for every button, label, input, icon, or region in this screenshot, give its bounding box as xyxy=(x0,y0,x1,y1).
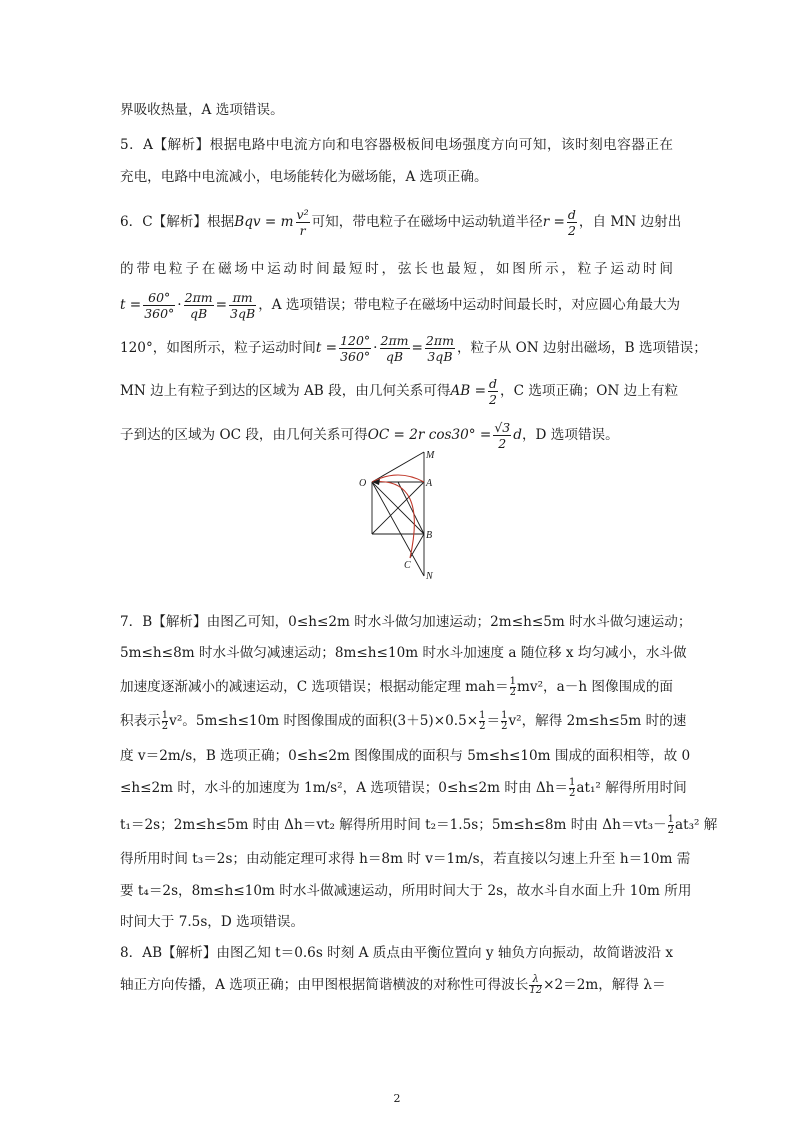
line-text: 要 t₄＝2s，8m≤h≤10m 时水斗做减速运动，所用时间大于 2s，故水斗自水面上升 10m 所用 xyxy=(120,883,692,899)
q7-line-6 xyxy=(120,778,687,799)
line-text: 时间大于 7.5s，D 选项错误。 xyxy=(120,914,305,930)
label-b: B xyxy=(426,530,433,541)
line-text: 7．B【解析】由图乙可知，0≤h≤2m 时水斗做匀加速运动；2m≤h≤5m 时水斗做匀速运动； xyxy=(120,614,692,630)
operator: · xyxy=(177,297,182,313)
line-text: mv²，a－h 图像围成的面 xyxy=(517,679,673,695)
numerator: d xyxy=(567,207,576,222)
page-number: 2 xyxy=(393,1092,401,1105)
line-text: 加速度逐渐减小的减速运动，C 选项错误；根据动能定理 mah＝ xyxy=(120,679,509,695)
line-text: at₃² 解 xyxy=(675,817,718,833)
q7-line-7 xyxy=(120,815,717,836)
line-text: 可知，带电粒子在磁场中运动轨道半径 xyxy=(311,214,543,230)
denominator: 12 xyxy=(529,985,543,996)
line-text: ≤h≤2m 时，水斗的加速度为 1m/s²，A 选项错误；0≤h≤2m 时由 Δh＝ xyxy=(120,780,569,796)
numerator: 1 xyxy=(501,710,508,721)
line-text: ＝ xyxy=(486,713,501,729)
formula: Bqv = m xyxy=(234,214,294,230)
line-text: 120°，如图所示，粒子运动时间 xyxy=(120,340,316,356)
fraction xyxy=(296,207,310,238)
numerator: d xyxy=(489,376,498,391)
line-text: v²。5m≤h≤10m 时图像围成的面积(3＋5)×0.5× xyxy=(169,713,479,729)
formula: AB = xyxy=(450,383,486,399)
q5-line-2 xyxy=(120,167,488,187)
line-text: 的带电粒子在磁场中运动时间最短时，弦长也最短，如图所示，粒子运动时间 xyxy=(120,261,673,277)
q7-line-3 xyxy=(120,677,673,698)
line-text: 积表示 xyxy=(120,713,161,729)
q8-line-1 xyxy=(120,943,673,963)
q7-line-10 xyxy=(120,912,304,932)
denominator: 2 xyxy=(567,223,576,238)
formula: r = xyxy=(542,214,565,230)
q6-line-1 xyxy=(120,207,681,238)
q7-line-1 xyxy=(120,612,692,632)
numerator: 1 xyxy=(509,676,517,687)
numerator: 2πm xyxy=(184,290,213,305)
line-text: 6．C【解析】根据 xyxy=(120,214,235,230)
numerator: 2πm xyxy=(380,333,409,348)
fraction xyxy=(668,815,674,836)
denominator: 2 xyxy=(667,825,674,836)
label-m: M xyxy=(426,450,435,461)
fraction xyxy=(229,290,256,321)
fraction xyxy=(479,711,485,732)
formula: t = xyxy=(120,297,142,313)
q7-line-2 xyxy=(120,643,687,663)
line-text: 5．A【解析】根据电路中电流方向和电容器极板间电场强度方向可知，该时刻电容器正在 xyxy=(120,137,673,153)
fraction xyxy=(425,333,455,364)
numerator: 1 xyxy=(569,777,576,788)
numerator: v² xyxy=(296,207,309,222)
numerator: 1 xyxy=(161,710,169,721)
fraction xyxy=(143,290,175,321)
numerator: λ xyxy=(529,975,542,986)
line-text: 子到达的区域为 OC 段，由几何关系可得 xyxy=(120,427,368,443)
fraction xyxy=(510,677,516,698)
denominator: 3qB xyxy=(427,349,453,364)
line-text: 度 v＝2m/s，B 选项正确；0≤h≤2m 图像围成的面积与 5m≤h≤10m 围成的面积相等，故 0 xyxy=(120,748,691,764)
line-text: t₁＝2s；2m≤h≤5m 时由 Δh＝vt₂ 解得所用时间 t₂＝1.5s；5m≤h≤8m 时由 Δh＝vt₃－ xyxy=(120,817,667,833)
line-text: ×2＝2m，解得 λ＝ xyxy=(543,977,666,993)
line-text: 8．AB【解析】由图乙知 t＝0.6s 时刻 A 质点由平衡位置向 y 轴负方向振动，故简谐波沿 x xyxy=(120,945,673,961)
text-line xyxy=(120,100,284,120)
fraction xyxy=(162,711,168,732)
label-a: A xyxy=(426,478,433,489)
formula: OC = 2r cos30° = xyxy=(367,427,492,443)
magnetic-field-figure xyxy=(358,448,440,580)
fraction xyxy=(569,778,575,799)
q7-line-5 xyxy=(120,746,691,766)
fraction xyxy=(380,333,410,364)
line-text: 轴正方向传播，A 选项正确；由甲图根据简谐横波的对称性可得波长 xyxy=(120,977,529,993)
q6-line-5 xyxy=(120,376,678,407)
q7-line-9 xyxy=(120,881,692,901)
denominator: 2 xyxy=(569,788,576,799)
numerator: √3 xyxy=(494,420,511,435)
denominator: 360° xyxy=(144,306,175,321)
fraction xyxy=(567,207,577,238)
radius-line xyxy=(398,482,424,534)
formula: t = xyxy=(315,340,338,356)
fraction xyxy=(493,420,511,451)
line-text: ，A 选项错误；带电粒子在磁场中运动时间最长时，对应圆心角最大为 xyxy=(258,297,681,313)
q5-line-1 xyxy=(120,135,673,155)
denominator: 2 xyxy=(489,392,497,407)
numerator: 120° xyxy=(340,333,371,348)
om-segment xyxy=(372,452,424,482)
operator: = xyxy=(215,297,228,313)
variable: d xyxy=(513,427,522,443)
fraction xyxy=(339,333,371,364)
denominator: qB xyxy=(190,306,208,321)
denominator: 2 xyxy=(498,436,507,451)
denominator: 3qB xyxy=(230,306,256,321)
operator: · xyxy=(373,340,378,356)
fraction xyxy=(488,376,498,407)
numerator: 1 xyxy=(479,710,486,721)
line-text: ，C 选项正确；ON 边上有粒 xyxy=(500,383,679,399)
line-text: 充电，电路中电流减小，电场能转化为磁场能，A 选项正确。 xyxy=(120,169,488,185)
short-arc xyxy=(372,475,424,482)
line-text: MN 边上有粒子到达的区域为 AB 段，由几何关系可得 xyxy=(120,383,451,399)
line-text: ，D 选项错误。 xyxy=(521,427,619,443)
q7-line-4 xyxy=(120,711,686,732)
denominator: 360° xyxy=(340,349,371,364)
denominator: 2 xyxy=(509,687,517,698)
line-text: v²，解得 2m≤h≤5m 时的速 xyxy=(508,713,687,729)
q8-line-2 xyxy=(120,975,666,996)
label-n: N xyxy=(426,571,433,580)
q6-line-4 xyxy=(120,333,707,364)
on-segment xyxy=(372,482,424,576)
q6-line-2 xyxy=(120,259,673,279)
numerator: πm xyxy=(229,290,256,306)
numerator: 60° xyxy=(143,290,175,306)
operator: = xyxy=(411,340,423,356)
fraction xyxy=(501,711,507,732)
line-text: ，自 MN 边射出 xyxy=(578,214,682,230)
line-text: 5m≤h≤8m 时水斗做匀减速运动；8m≤h≤10m 时水斗加速度 a 随位移 x 均匀减小，水斗做 xyxy=(120,645,687,661)
numerator: 1 xyxy=(667,814,674,825)
line-text: ，粒子从 ON 边射出磁场，B 选项错误； xyxy=(456,340,707,356)
denominator: 2 xyxy=(501,721,508,732)
denominator: r xyxy=(299,223,306,238)
q6-line-3 xyxy=(120,290,680,321)
q6-line-6 xyxy=(120,420,619,451)
fraction xyxy=(184,290,214,321)
denominator: qB xyxy=(385,349,404,364)
line-text: 界吸收热量，A 选项错误。 xyxy=(120,102,284,118)
numerator: 2πm xyxy=(425,333,454,348)
line-text: 得所用时间 t₃＝2s；由动能定理可求得 h＝8m 时 v＝1m/s，若直接以匀速上升至 h＝10m 需 xyxy=(120,851,691,867)
denominator: 2 xyxy=(479,721,486,732)
fraction xyxy=(529,975,542,996)
denominator: 2 xyxy=(161,721,169,732)
q7-line-8 xyxy=(120,849,691,869)
label-c: C xyxy=(404,560,411,571)
line-text: at₁² 解得所用时间 xyxy=(576,780,687,796)
label-o: O xyxy=(359,478,367,489)
